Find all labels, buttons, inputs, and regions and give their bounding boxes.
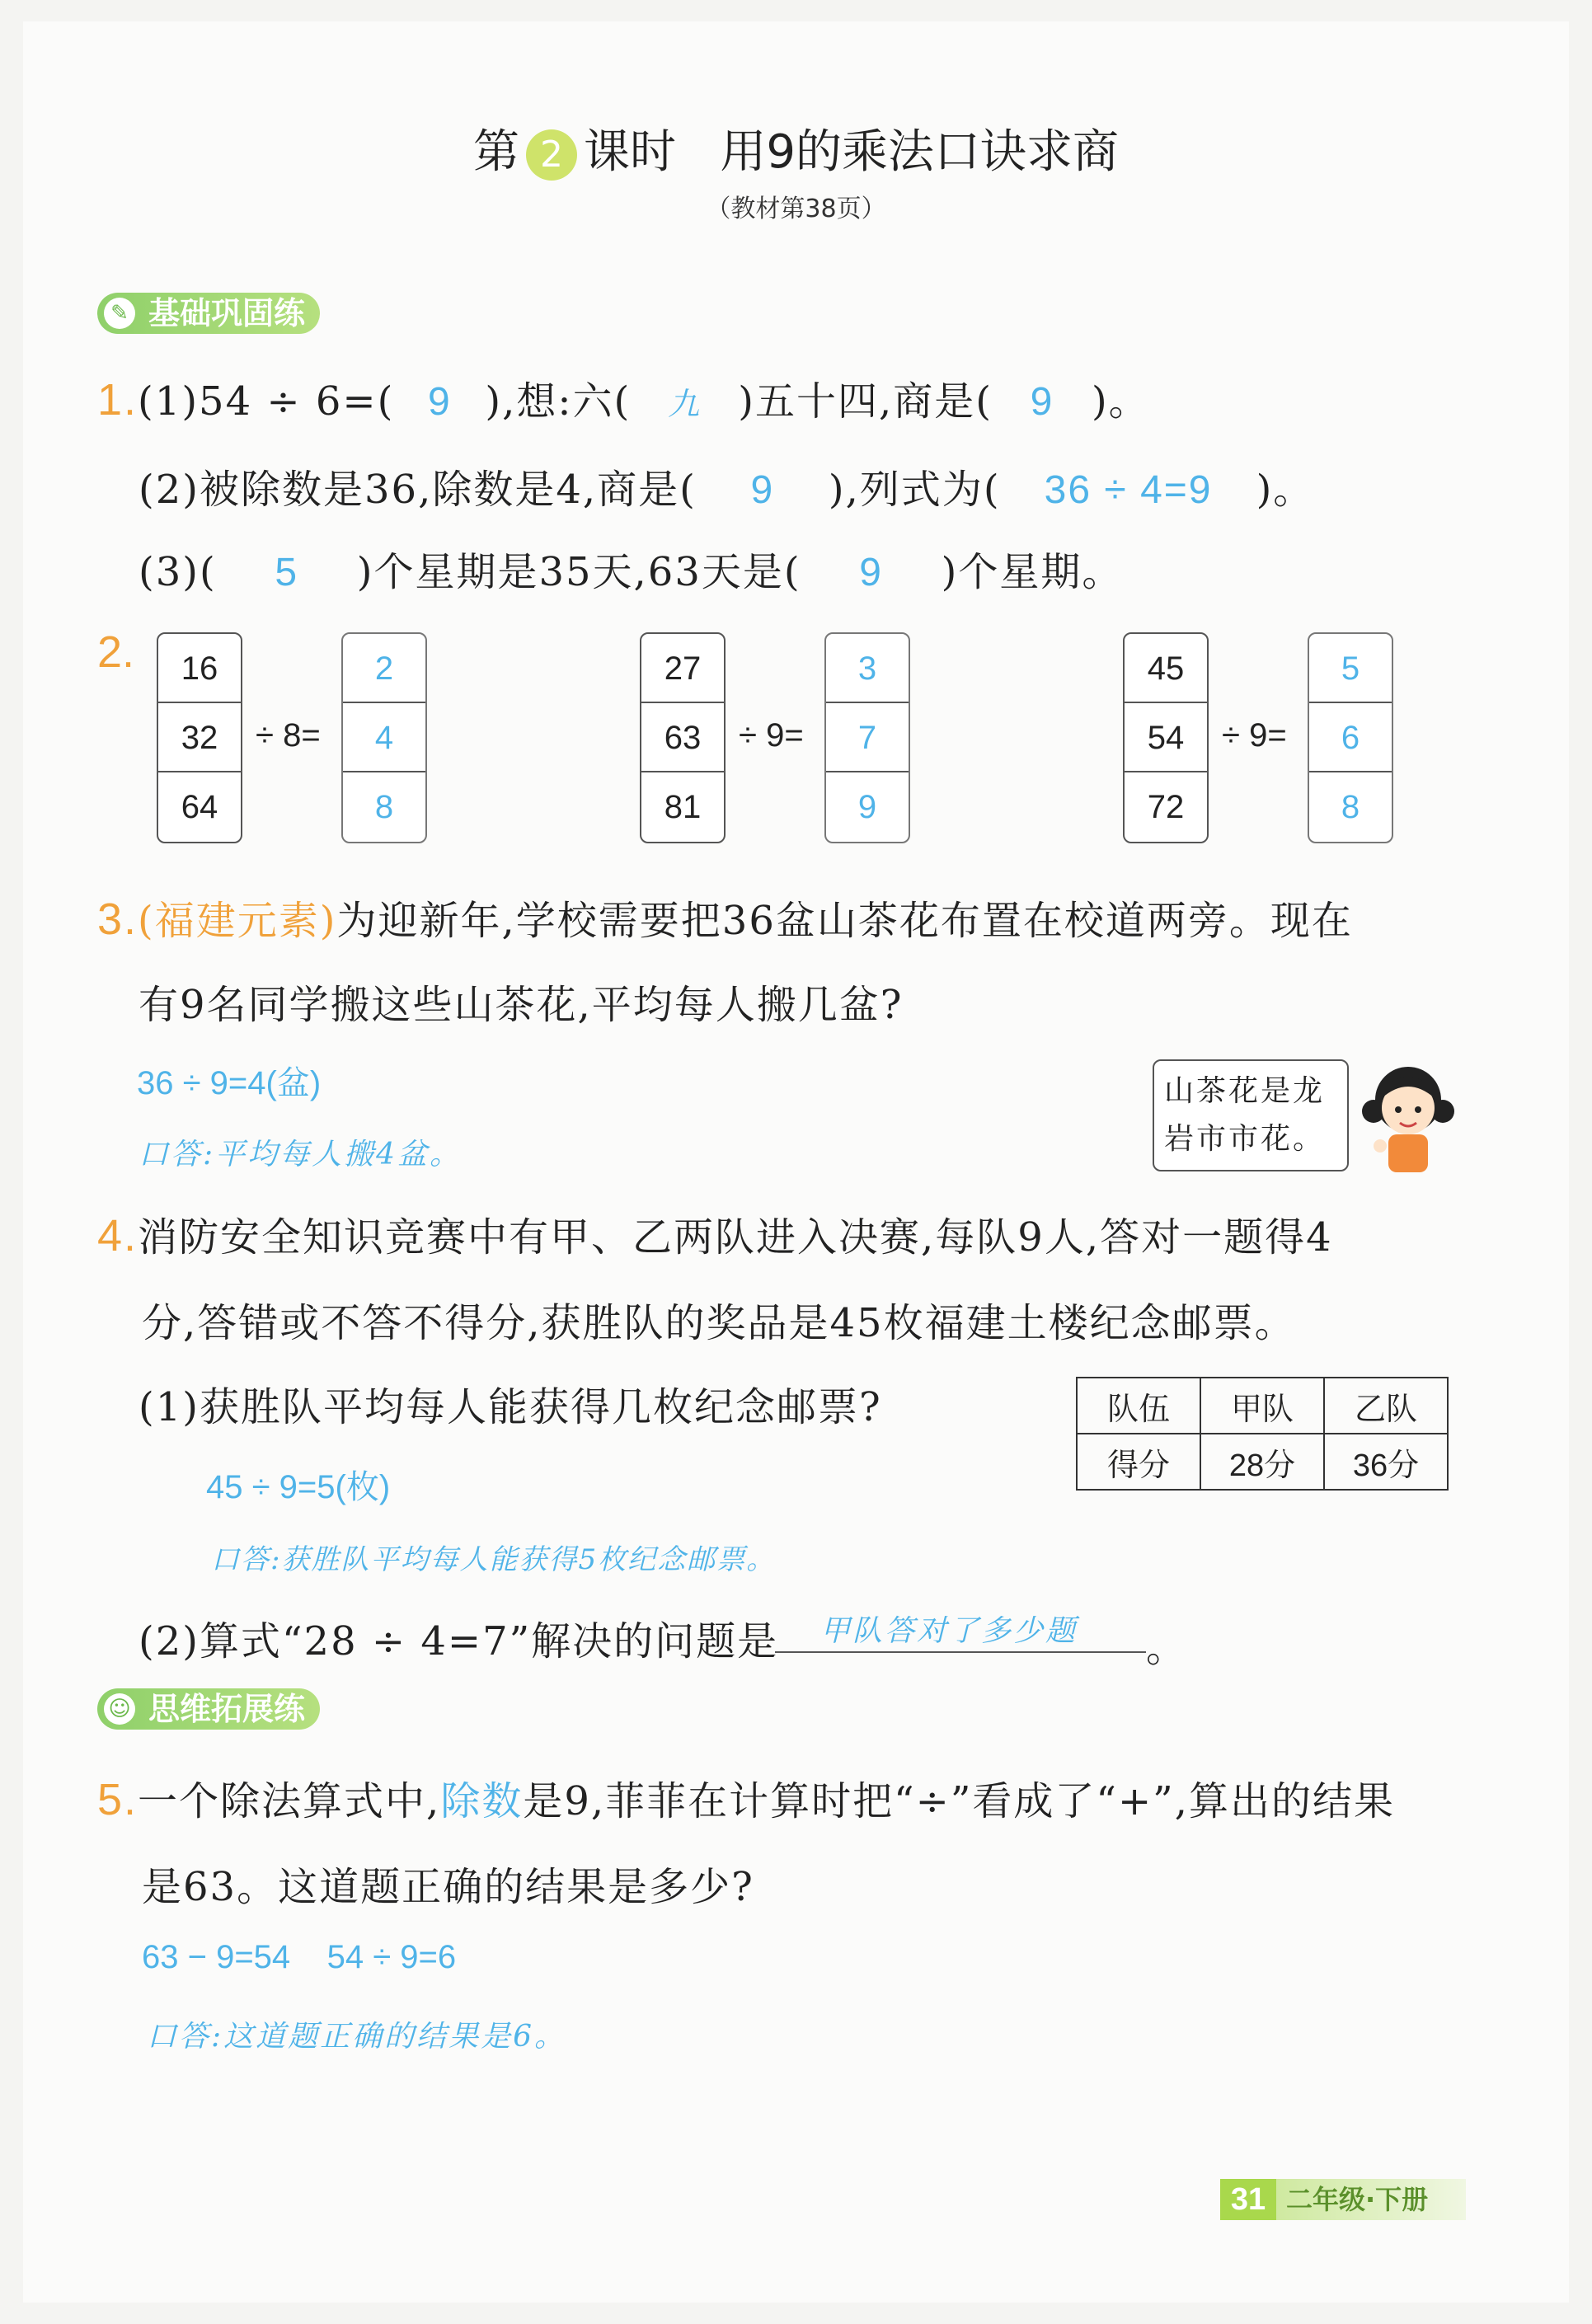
section-banner-basic bbox=[97, 293, 320, 334]
text: (2)被除数是36,除数是4,商是( bbox=[139, 467, 697, 513]
bubble-line: 岩市市花。 bbox=[1164, 1122, 1326, 1156]
quotient-cell: 6 bbox=[1309, 703, 1392, 772]
question-number: 1. bbox=[97, 375, 139, 425]
lesson-suffix: 课时 bbox=[583, 125, 676, 179]
text: )个星期。 bbox=[941, 549, 1124, 595]
section-title: 基础巩固练 bbox=[148, 295, 306, 331]
dividend-cell: 63 bbox=[641, 703, 724, 772]
bubble-line: 山茶花是龙 bbox=[1164, 1074, 1326, 1108]
answer-equation: 36 ÷ 9=4(盆) bbox=[137, 1065, 322, 1101]
answer: 九 bbox=[668, 386, 702, 422]
answer-underline bbox=[775, 1651, 1146, 1653]
quotient-cell: 2 bbox=[343, 634, 425, 703]
lesson-number-badge: 2 bbox=[526, 129, 577, 181]
q4-sub1: (1)获胜队平均每人能获得几枚纪念邮票? bbox=[139, 1384, 882, 1430]
girl-avatar-icon bbox=[1359, 1057, 1458, 1181]
table-header: 甲队 bbox=[1200, 1378, 1324, 1434]
question-number: 3. bbox=[97, 894, 139, 944]
question-number: 5. bbox=[97, 1775, 139, 1824]
answer-equation: 45 ÷ 9=5(枚) bbox=[206, 1469, 391, 1505]
text: 一个除法算式中, bbox=[138, 1778, 441, 1824]
text: )。 bbox=[1091, 378, 1150, 425]
q5-line1 bbox=[97, 1769, 1395, 1826]
lesson-title bbox=[0, 115, 1592, 181]
text: 是9,菲菲在计算时把“÷”看成了“+”,算出的结果 bbox=[523, 1778, 1395, 1824]
q3-line1 bbox=[97, 889, 1353, 946]
quotient-cell: 4 bbox=[343, 703, 425, 772]
page-number: 31 bbox=[1220, 2179, 1276, 2220]
dividend-column bbox=[157, 632, 242, 843]
quotient-column bbox=[824, 632, 910, 843]
quotient-cell: 3 bbox=[826, 634, 909, 703]
text: ),列式为( bbox=[828, 467, 1001, 513]
quotient-cell: 8 bbox=[374, 789, 394, 825]
answer: 5 bbox=[275, 551, 299, 594]
section-title: 思维拓展练 bbox=[148, 1691, 306, 1727]
dividend-cell: 81 bbox=[664, 789, 702, 825]
dividend-cell: 72 bbox=[1147, 789, 1185, 825]
answer-sentence: 口答:平均每人搬4盆。 bbox=[139, 1138, 463, 1171]
answer: 9 bbox=[1030, 380, 1054, 424]
dividend-column bbox=[1123, 632, 1209, 843]
score-table bbox=[1076, 1377, 1449, 1491]
table-header: 队伍 bbox=[1077, 1378, 1200, 1434]
quotient-cell: 8 bbox=[1341, 789, 1360, 825]
answer: 9 bbox=[859, 551, 883, 594]
textbook-reference: （教材第38页） bbox=[706, 195, 886, 223]
table-row bbox=[1077, 1434, 1448, 1490]
division-operator: ÷ 9= bbox=[739, 717, 804, 754]
answer-sentence: 口答:这道题正确的结果是6。 bbox=[147, 2020, 567, 2054]
grade-label: 二年级·下册 bbox=[1276, 2179, 1466, 2220]
text: 为迎新年,学校需要把36盆山茶花布置在校道两旁。现在 bbox=[336, 898, 1353, 944]
text: (3)( bbox=[139, 549, 217, 595]
text: 消防安全知识竞赛中有甲、乙两队进入决赛,每队9人,答对一题得4 bbox=[138, 1214, 1333, 1261]
lesson-topic: 用9的乘法口诀求商 bbox=[720, 125, 1120, 179]
answer: 9 bbox=[750, 468, 775, 512]
q1-part1 bbox=[97, 369, 1150, 426]
quotient-cell: 9 bbox=[857, 789, 877, 825]
text: )个星期是35天,63天是( bbox=[356, 549, 801, 595]
dividend-cell: 27 bbox=[641, 634, 724, 703]
answer-equation: 63 − 9=54 54 ÷ 9=6 bbox=[142, 1939, 457, 1975]
q1-part3 bbox=[139, 540, 1123, 597]
text: )五十四,商是( bbox=[738, 378, 993, 425]
q3-line2: 有9名同学搬这些山茶花,平均每人搬几盆? bbox=[139, 982, 904, 1028]
dividend-cell: 16 bbox=[158, 634, 241, 703]
dividend-cell: 64 bbox=[181, 789, 218, 825]
quotient-cell: 7 bbox=[826, 703, 909, 772]
q4-line2: 分,答错或不答不得分,获胜队的奖品是45枚福建土楼纪念邮票。 bbox=[142, 1300, 1296, 1346]
question-number: 4. bbox=[97, 1211, 139, 1261]
dividend-cell: 45 bbox=[1125, 634, 1207, 703]
section-banner-extend bbox=[97, 1688, 320, 1730]
pencil-icon: ✎ bbox=[104, 298, 135, 329]
table-header: 乙队 bbox=[1324, 1378, 1448, 1434]
text: 。 bbox=[1146, 1625, 1188, 1671]
dividend-cell: 32 bbox=[158, 703, 241, 772]
q5-line2: 是63。这道题正确的结果是多少? bbox=[142, 1864, 754, 1910]
element-tag: (福建元素) bbox=[138, 898, 337, 944]
text: ),想:六( bbox=[485, 378, 632, 425]
answer-fill: 甲队答对了多少题 bbox=[820, 1614, 1078, 1648]
q4-sub2: (2)算式“28 ÷ 4=7”解决的问题是 bbox=[139, 1618, 779, 1664]
quotient-column bbox=[341, 632, 427, 843]
q1-part2 bbox=[139, 458, 1314, 514]
division-operator: ÷ 9= bbox=[1222, 717, 1287, 754]
lesson-prefix: 第 bbox=[472, 125, 519, 179]
table-cell: 得分 bbox=[1077, 1434, 1200, 1490]
text: )。 bbox=[1256, 467, 1315, 513]
highlighted-term: 除数 bbox=[440, 1778, 524, 1824]
answer: 9 bbox=[427, 380, 452, 424]
table-row bbox=[1077, 1378, 1448, 1434]
answer-sentence: 口答:获胜队平均每人能获得5枚纪念邮票。 bbox=[211, 1543, 777, 1576]
answer: 36 ÷ 4=9 bbox=[1044, 468, 1213, 512]
quotient-cell: 5 bbox=[1309, 634, 1392, 703]
q4-line1 bbox=[97, 1205, 1333, 1262]
table-cell: 36分 bbox=[1324, 1434, 1448, 1490]
smiley-icon: ☺ bbox=[104, 1693, 135, 1725]
text: (1)54 ÷ 6=( bbox=[138, 378, 395, 425]
question-number: 2. bbox=[97, 627, 135, 677]
dividend-column bbox=[640, 632, 726, 843]
dividend-cell: 54 bbox=[1125, 703, 1207, 772]
division-operator: ÷ 8= bbox=[256, 717, 321, 754]
quotient-column bbox=[1308, 632, 1393, 843]
table-cell: 28分 bbox=[1200, 1434, 1324, 1490]
speech-bubble bbox=[1153, 1059, 1349, 1171]
